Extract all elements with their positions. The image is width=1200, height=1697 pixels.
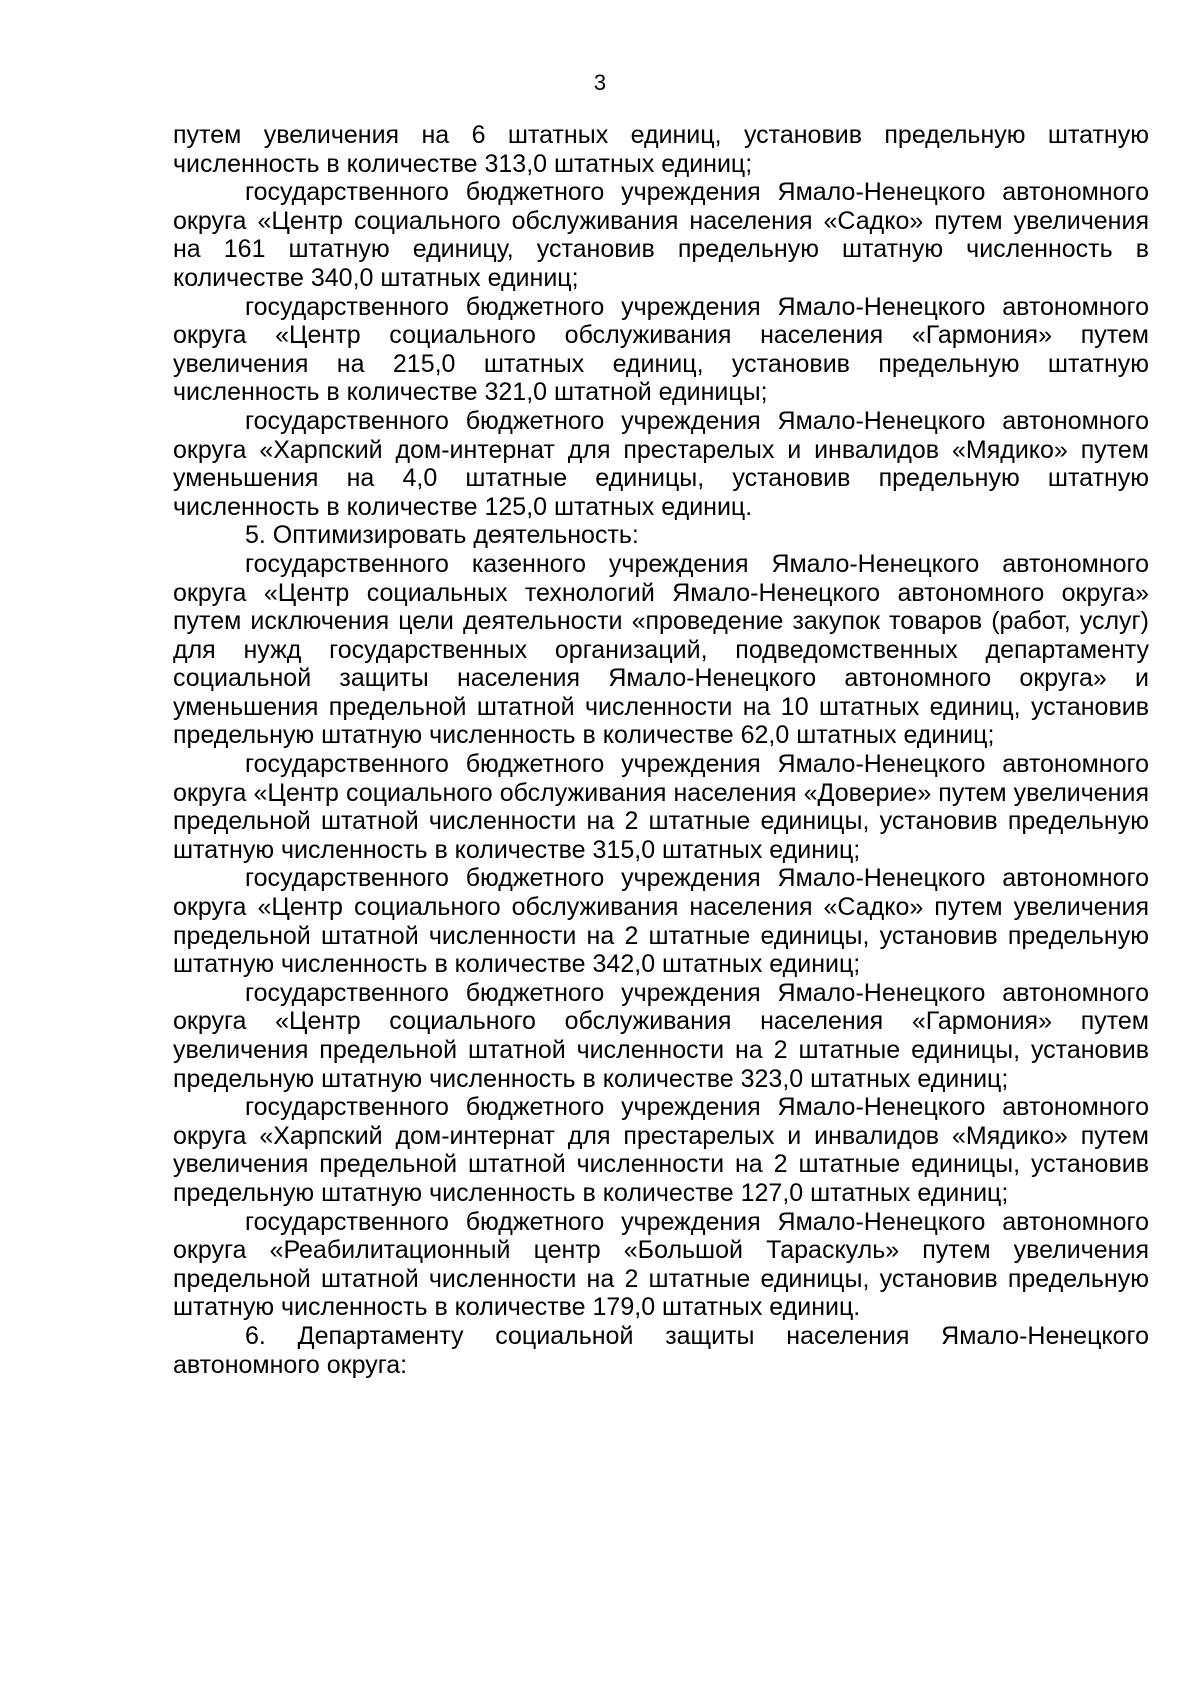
paragraph: государственного бюджетного учреждения Ямало-Ненецкого автономного округа «Центр социального обслуживания населения «Гармония» путем увеличения предельной штатной численности на 2 штатные единицы, установив предельную штатную численность в количестве 323,0 штатных единиц; [173, 978, 1149, 1093]
section-heading-6: 6. Департаменту социальной защиты населения Ямало-Ненецкого автономного округа: [173, 1321, 1149, 1379]
paragraph: путем увеличения на 6 штатных единиц, установив предельную штатную численность в количестве 313,0 штатных единиц; [173, 121, 1149, 178]
paragraph: государственного бюджетного учреждения Ямало-Ненецкого автономного округа «Харпский дом-интернат для престарелых и инвалидов «Мядико» путем увеличения предельной штатной численности на 2 штатные единицы, установив предельную штатную численность в количестве 127,0 штатных единиц; [173, 1093, 1149, 1207]
paragraph: государственного казенного учреждения Ямало-Ненецкого автономного округа «Центр социальных технологий Ямало-Ненецкого автономного округа» путем исключения цели деятельности «проведение закупок товаров (работ, услуг) для нужд государственных организаций, подведомственных департаменту социальной защиты населения Ямало-Ненецкого автономного округа» и уменьшения предельной штатной численности на 10 штатных единиц, установив предельную штатную численность в количестве 62,0 штатных единиц; [173, 549, 1149, 750]
paragraph: государственного бюджетного учреждения Ямало-Ненецкого автономного округа «Центр социального обслуживания населения «Садко» путем увеличения предельной штатной численности на 2 штатные единицы, установив предельную штатную численность в количестве 342,0 штатных единиц; [173, 864, 1149, 979]
section-heading-5: 5. Оптимизировать деятельность: [245, 521, 639, 550]
document-body [173, 121, 1149, 1379]
page-number: 3 [593, 70, 607, 95]
paragraph: государственного бюджетного учреждения Ямало-Ненецкого автономного округа «Харпский дом-интернат для престарелых и инвалидов «Мядико» путем уменьшения на 4,0 штатные единицы, установив предельную штатную численность в количестве 125,0 штатных единиц. [173, 406, 1149, 521]
paragraph: государственного бюджетного учреждения Ямало-Ненецкого автономного округа «Центр социального обслуживания населения «Гармония» путем увеличения на 215,0 штатных единиц, установив предельную штатную численность в количестве 321,0 штатной единицы; [173, 292, 1149, 407]
paragraph: государственного бюджетного учреждения Ямало-Ненецкого автономного округа «Реабилитационный центр «Большой Тараскуль» путем увеличения предельной штатной численности на 2 штатные единицы, установив предельную штатную численность в количестве 179,0 штатных единиц. [173, 1207, 1149, 1322]
paragraph: государственного бюджетного учреждения Ямало-Ненецкого автономного округа «Центр социального обслуживания населения «Садко» путем увеличения на 161 штатную единицу, установив предельную штатную численность в количестве 340,0 штатных единиц; [173, 178, 1149, 292]
paragraph: государственного бюджетного учреждения Ямало-Ненецкого автономного округа «Центр социального обслуживания населения «Доверие» путем увеличения предельной штатной численности на 2 штатные единицы, установив предельную штатную численность в количестве 315,0 штатных единиц; [173, 750, 1149, 864]
